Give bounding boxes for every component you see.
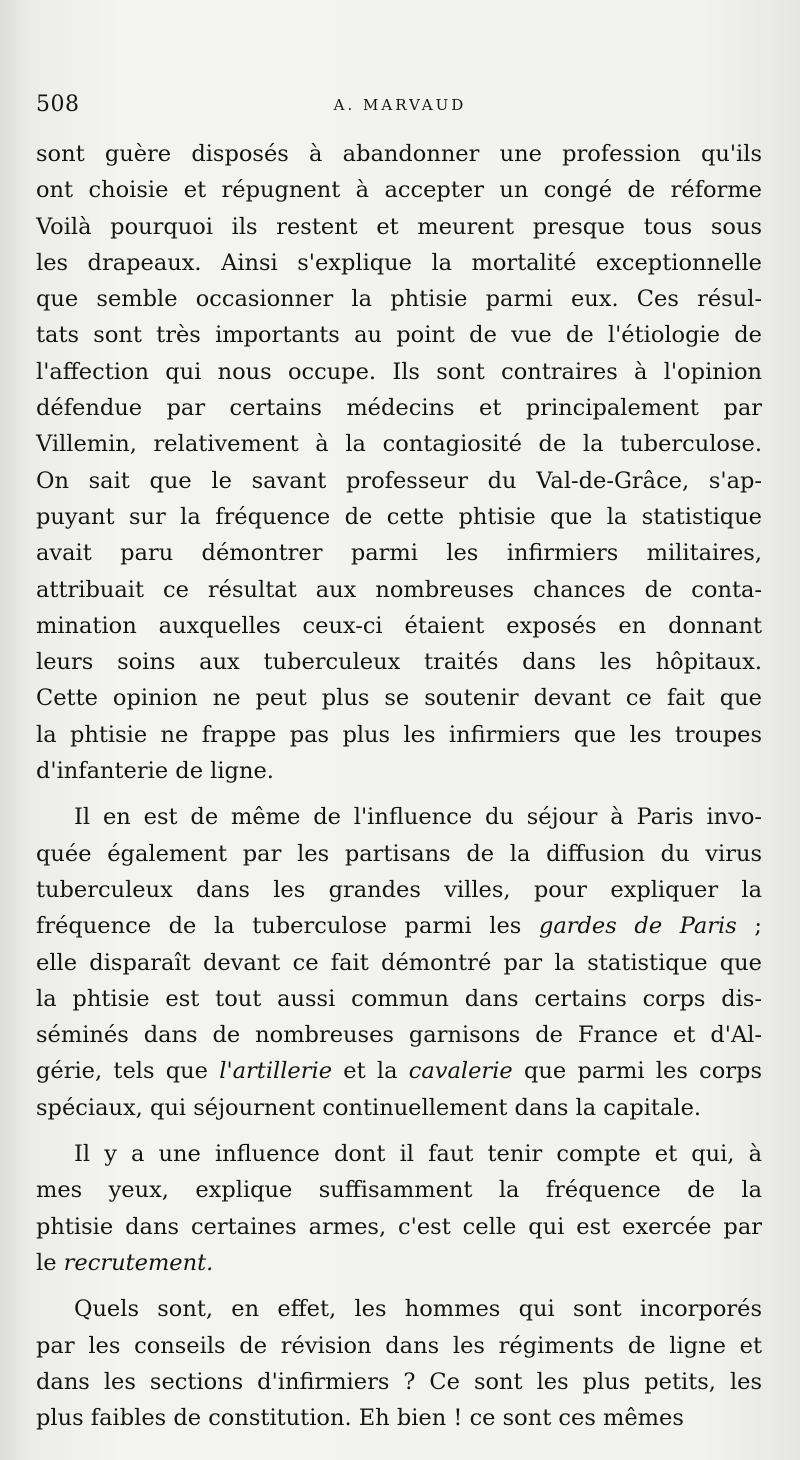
text-segment: mes yeux, explique suffisamment la fréquence de la [36, 1177, 762, 1204]
text-segment: le [36, 1249, 64, 1276]
text-segment: que parmi les corps [512, 1058, 762, 1085]
text-line [36, 1328, 762, 1364]
paragraph-gap [36, 1281, 762, 1291]
text-line [36, 499, 762, 535]
text-line [36, 281, 762, 317]
text-segment: séminés dans de nombreuses garnisons de France et d'Al- [36, 1022, 762, 1049]
text-line [36, 908, 762, 944]
text-line [36, 463, 762, 499]
text-line [36, 172, 762, 208]
text-segment: sont guère disposés à abandonner une profession qu'ils [36, 141, 762, 167]
running-head: A. MARVAUD [333, 96, 467, 114]
text-line [36, 1053, 762, 1089]
text-line [36, 680, 762, 716]
text-segment: leurs soins aux tuberculeux traités dans les hôpitaux. [36, 649, 762, 676]
text-line [36, 836, 762, 872]
text-segment: les drapeaux. Ainsi s'explique la mortalité exceptionnelle [36, 249, 762, 276]
text-segment: d'infanterie de ligne. [36, 758, 274, 785]
text-segment: plus faibles de constitution. Eh bien ! ce sont ces mêmes [36, 1405, 684, 1432]
paragraph [36, 1136, 762, 1281]
text-segment: Cette opinion ne peut plus se soutenir devant ce fait que [36, 685, 762, 712]
paragraph [36, 1291, 762, 1436]
text-segment: elle disparaît devant ce fait démontré par la statistique que [36, 949, 762, 976]
text-line [36, 753, 762, 789]
text-line [36, 426, 762, 462]
text-segment: attribuait ce résultat aux nombreuses chances de conta- [36, 576, 762, 603]
paragraph-gap [36, 1126, 762, 1136]
text-segment: ont choisie et répugnent à accepter un congé de réforme [36, 177, 762, 204]
text-segment: que semble occasionner la phtisie parmi eux. Ces résul- [36, 286, 762, 313]
text-line [36, 535, 762, 571]
text-line [36, 245, 762, 281]
text-segment: Quels sont, en effet, les hommes qui sont incorporés [74, 1296, 762, 1323]
text-line [36, 1245, 762, 1281]
page-number: 508 [36, 92, 80, 117]
text-line [36, 317, 762, 353]
italic-segment: cavalerie [408, 1058, 513, 1085]
text-line [36, 1017, 762, 1053]
text-segment: Il y a une influence dont il faut tenir compte et qui, à [74, 1141, 762, 1168]
text-segment: avait paru démontrer parmi les infirmiers militaires, [36, 540, 762, 567]
text-line [36, 644, 762, 680]
text-line [36, 1090, 762, 1126]
text-line [36, 390, 762, 426]
body-text [36, 136, 762, 1436]
text-segment: phtisie dans certaines armes, c'est celle qui est exercée par [36, 1213, 762, 1240]
text-line [36, 1291, 762, 1327]
text-segment: Voilà pourquoi ils restent et meurent presque tous sous [36, 213, 762, 240]
text-segment: On sait que le savant professeur du Val-de-Grâce, s'ap- [36, 467, 762, 494]
text-line [36, 209, 762, 245]
text-segment: tuberculeux dans les grandes villes, pour expliquer la [36, 876, 762, 903]
text-segment: tats sont très importants au point de vue de l'étiologie de [36, 322, 762, 349]
text-segment: quée également par les partisans de la diffusion du virus [36, 840, 762, 867]
text-segment: mination auxquelles ceux-ci étaient exposés en donnant [36, 612, 762, 639]
text-line [36, 1364, 762, 1400]
text-segment: spéciaux, qui séjournent continuellement dans la capitale. [36, 1094, 702, 1121]
text-segment: Villemin, relativement à la contagiosité de la tuberculose. [36, 431, 762, 458]
paragraph [36, 799, 762, 1126]
text-line [36, 608, 762, 644]
text-line [36, 945, 762, 981]
text-segment: puyant sur la fréquence de cette phtisie que la statistique [36, 503, 762, 530]
text-line [36, 136, 762, 172]
text-line [36, 1209, 762, 1245]
text-line [36, 354, 762, 390]
page-header [36, 92, 764, 122]
text-line [36, 1136, 762, 1172]
text-line [36, 799, 762, 835]
text-segment: ; [736, 913, 763, 940]
paragraph-gap [36, 789, 762, 799]
text-segment: la phtisie ne frappe pas plus les infirmiers que les troupes [36, 721, 762, 748]
text-segment: défendue par certains médecins et principalement par [36, 395, 762, 422]
text-line [36, 872, 762, 908]
text-line [36, 572, 762, 608]
text-segment: Il en est de même de l'influence du séjour à Paris invo- [74, 804, 762, 831]
italic-segment: recrutement. [63, 1249, 214, 1276]
paragraph [36, 136, 762, 789]
text-segment: dans les sections d'infirmiers ? Ce sont les plus petits, les [36, 1368, 762, 1395]
text-segment: la phtisie est tout aussi commun dans certains corps dis- [36, 985, 762, 1012]
text-line [36, 981, 762, 1017]
text-segment: l'affection qui nous occupe. Ils sont contraires à l'opinion [36, 358, 762, 385]
text-line [36, 717, 762, 753]
text-segment: fréquence de la tuberculose parmi les [36, 913, 539, 940]
text-line [36, 1400, 762, 1436]
italic-segment: l'artillerie [219, 1058, 333, 1085]
text-segment: et la [332, 1058, 409, 1085]
text-segment: par les conseils de révision dans les régiments de ligne et [36, 1332, 762, 1359]
text-line [36, 1172, 762, 1208]
italic-segment: gardes de Paris [538, 913, 737, 940]
text-segment: gérie, tels que [36, 1058, 220, 1085]
